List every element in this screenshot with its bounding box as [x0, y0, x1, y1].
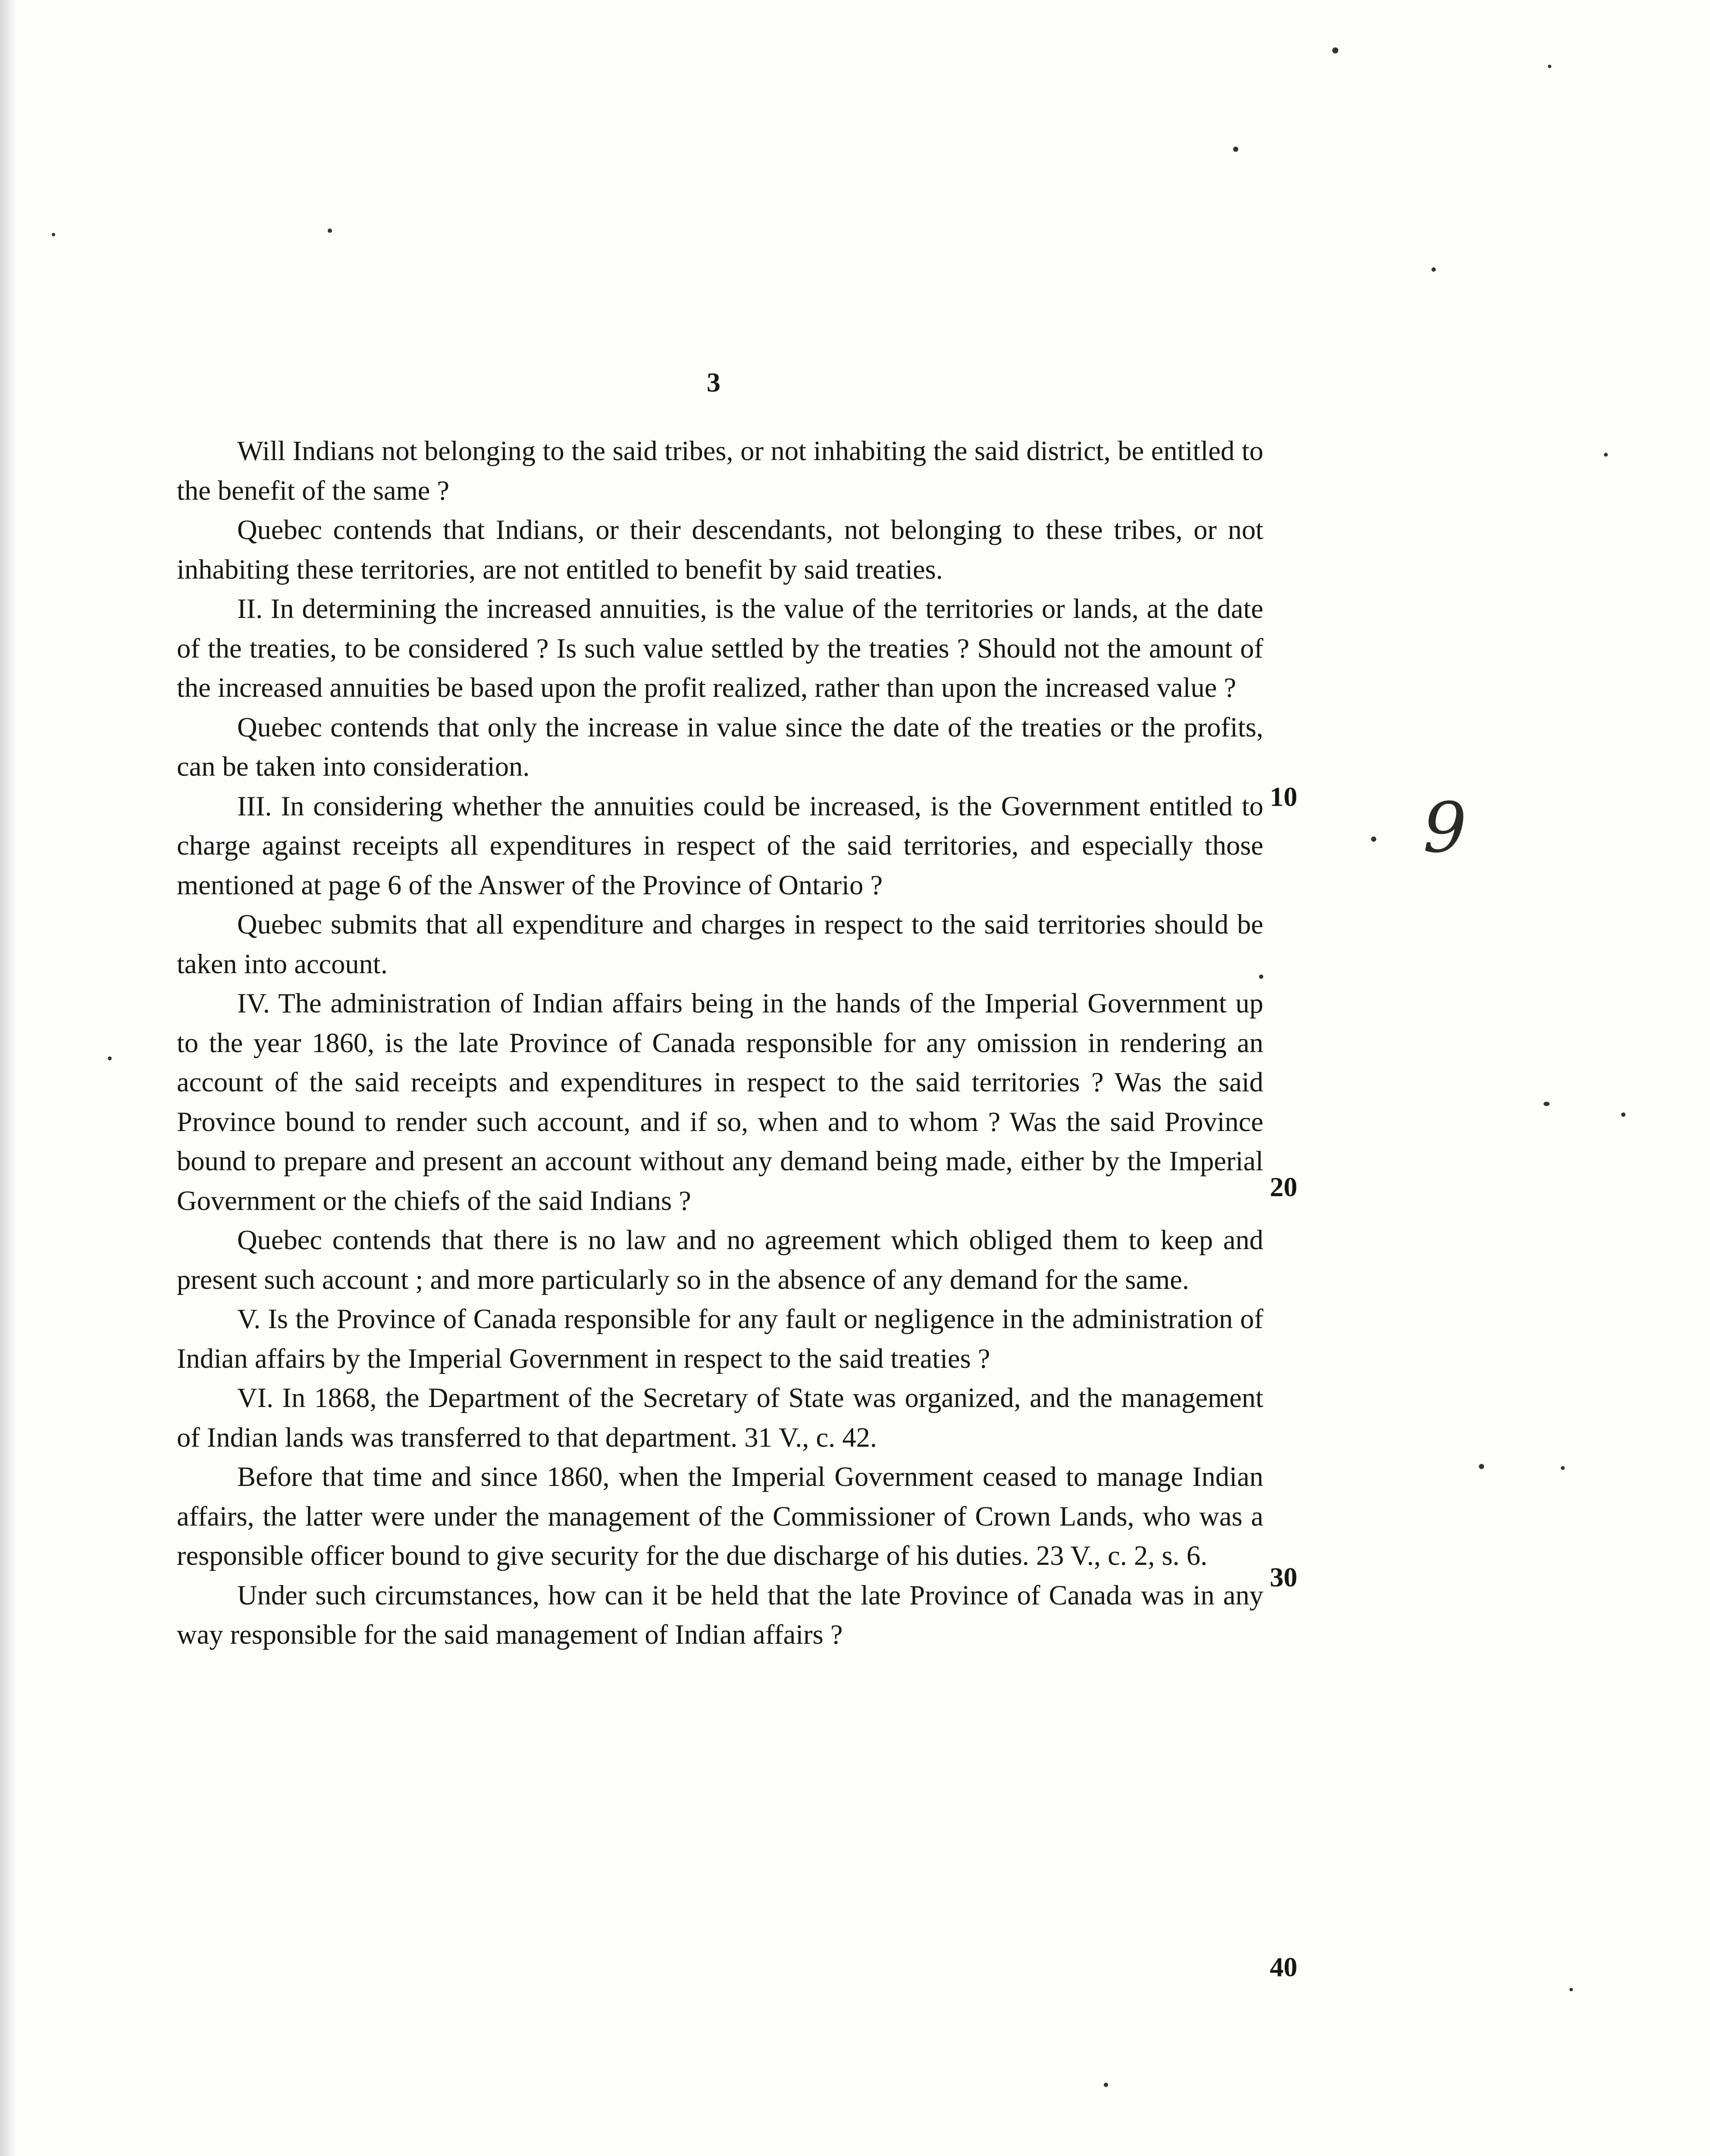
handwritten-margin-mark: 9	[1423, 787, 1467, 868]
paragraph-quebec-contention-1: Quebec contends that Indians, or their descendants, not belonging to these tribes, or not inhabiting these territories, are not entitled to benefit by said treaties.	[177, 514, 1263, 585]
page-number: 3	[707, 367, 720, 398]
paragraph-question-5: V. Is the Province of Canada responsible for any fault or negligence in the administration of Indian affairs by the Imperial Government in respect to the said treaties ?	[177, 1304, 1263, 1374]
paragraph-quebec-contention-2: Quebec contends that only the increase in value since the date of the treaties or the profits, can be taken into consideration.	[177, 711, 1263, 782]
body-text	[177, 431, 1263, 1655]
paragraph-context-6: Before that time and since 1860, when the Imperial Government ceased to manage Indian affairs, the latter were under the management of the Commissioner of Crown Lands, who was a responsible officer bound to give security for the due discharge of his duties. 23 V., c. 2, s. 6.	[177, 1461, 1263, 1571]
paragraph-question-2: II. In determining the increased annuities, is the value of the territories or lands, at the date of the treaties, to be considered ? Is such value settled by the treaties ? Should not the amount of the increased annuities be based upon the profit realized, rather than upon the increased value ?	[177, 593, 1263, 703]
paragraph-question-3: III. In considering whether the annuities could be increased, is the Government entitled to charge against receipts all expenditures in respect of the said territories, and especially those mentioned at page 6 of the Answer of the Province of Ontario ?	[177, 790, 1263, 900]
paragraph-quebec-contention-4: Quebec contends that there is no law and no agreement which obliged them to keep and present such account ; and more particularly so in the absence of any demand for the same.	[177, 1225, 1263, 1295]
line-number-20: 20	[1270, 1172, 1297, 1202]
paragraph-quebec-submission-3: Quebec submits that all expenditure and charges in respect to the said territories should be taken into account.	[177, 909, 1263, 979]
line-number-10: 10	[1270, 781, 1297, 812]
paragraph-question-6: VI. In 1868, the Department of the Secretary of State was organized, and the management of Indian lands was transferred to that department. 31 V., c. 42.	[177, 1382, 1263, 1453]
paragraph-question-1: Will Indians not belonging to the said tribes, or not inhabiting the said district, be entitled to the benefit of the same ?	[177, 436, 1263, 506]
binding-edge	[0, 0, 17, 2156]
line-number-40: 40	[1270, 1952, 1297, 1982]
line-number-30: 30	[1270, 1562, 1297, 1592]
paragraph-question-4: IV. The administration of Indian affairs being in the hands of the Imperial Government up to the year 1860, is the late Province of Canada responsible for any omission in rendering an account of the said receipts and expenditures in respect to the said territories ? Was the said Province bound to render such account, and if so, when and to whom ? Was the said Province bound to prepare and present an account without any demand being made, either by the Imperial Government or the chiefs of the said Indians ?	[177, 988, 1263, 1216]
paragraph-conclusion-6: Under such circumstances, how can it be held that the late Province of Canada was in any way responsible for the said management of Indian affairs ?	[177, 1579, 1263, 1650]
